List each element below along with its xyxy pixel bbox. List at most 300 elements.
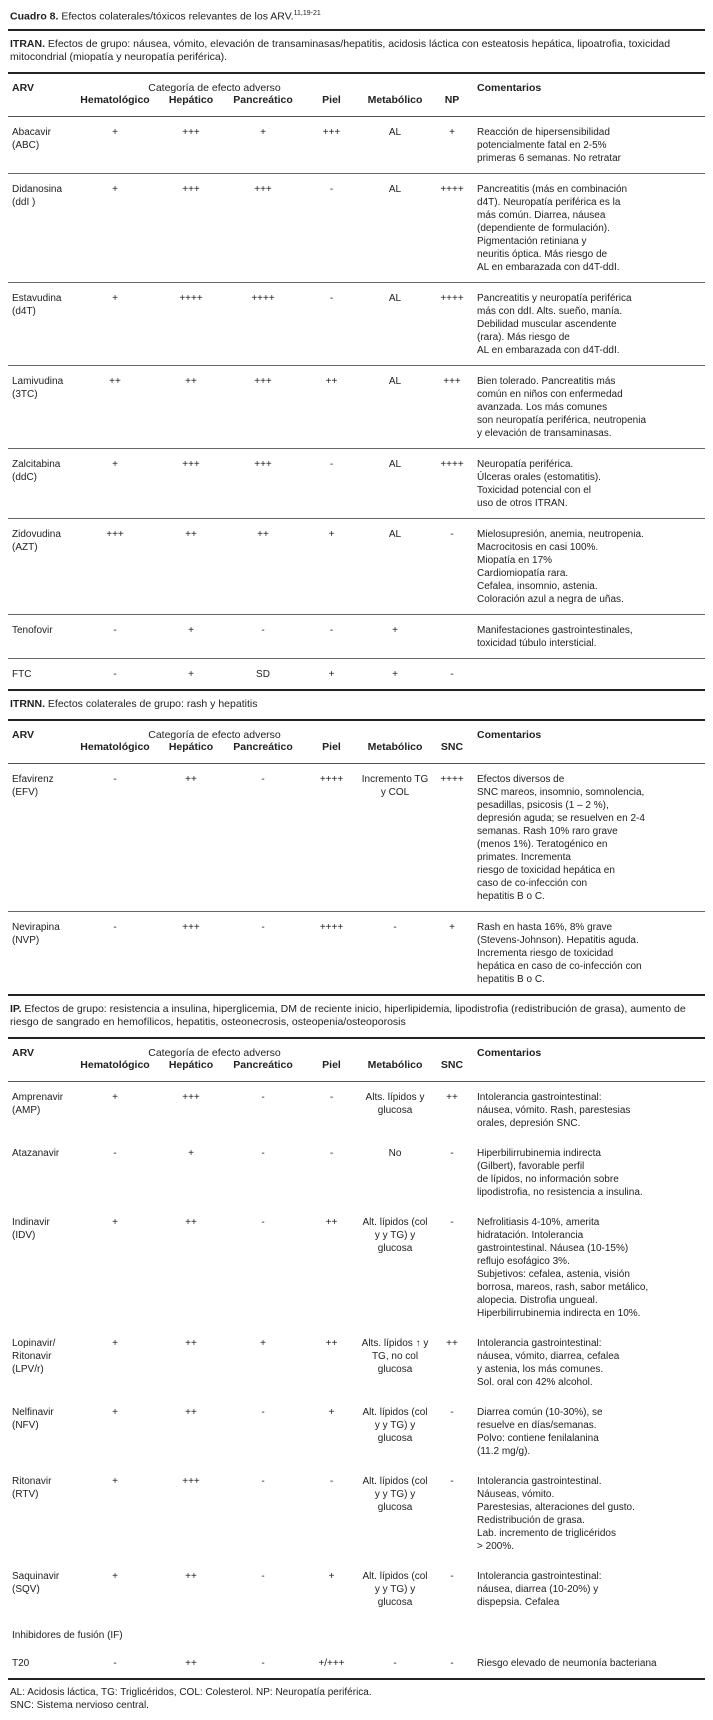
effect-value-hep: ++ bbox=[185, 1657, 197, 1669]
column-header-np: SNC bbox=[440, 1058, 464, 1071]
comment-line: AL en embarazada con d4T-ddI. bbox=[477, 261, 620, 273]
comment-line: Coloración azul a negra de uñas. bbox=[477, 593, 624, 605]
effect-value-piel: - bbox=[329, 1475, 334, 1487]
column-header-np: SNC bbox=[440, 740, 464, 753]
group-label: ITRAN. bbox=[10, 37, 45, 50]
effect-value-piel: ++ bbox=[325, 1337, 338, 1349]
footnote bbox=[8, 1680, 705, 1712]
comment-line: toxicidad túbulo intersticial. bbox=[477, 637, 597, 649]
effect-value-piel: - bbox=[329, 1147, 334, 1159]
effect-value-hep: ++++ bbox=[160, 282, 222, 365]
comment-line: Parestesias, alteraciones del gusto. bbox=[477, 1501, 635, 1513]
drug-name-cell bbox=[8, 911, 70, 994]
column-header-np: NP bbox=[444, 93, 460, 106]
column-header-met: Metabólico bbox=[367, 1058, 423, 1071]
effect-value-met: AL bbox=[388, 126, 402, 138]
effect-value-met: No bbox=[388, 1147, 402, 1159]
effect-value-np: ++ bbox=[446, 1337, 458, 1349]
adverse-effects-table bbox=[8, 721, 705, 994]
effect-value-hep: ++ bbox=[185, 773, 197, 785]
comment-line: Debilidad muscular ascendente bbox=[477, 318, 617, 330]
group-text: Efectos de grupo: náusea, vómito, elevación de transaminasas/hepatitis, acidosis láctica con esteatosis hepática, lipoatrofia, toxicidad mitocondrial (miopatía y neuropatía periférica). bbox=[10, 37, 671, 63]
comment-line: náusea, vómito, diarrea, cefalea bbox=[477, 1350, 620, 1362]
drug-name-cell bbox=[8, 1561, 70, 1617]
drug-name-line: (RTV) bbox=[12, 1488, 39, 1500]
comment-cell bbox=[473, 282, 705, 365]
comment-cell bbox=[473, 173, 705, 282]
drug-name-cell bbox=[8, 1328, 70, 1397]
comment-line: Toxicidad potencial con el bbox=[477, 484, 591, 496]
effect-value-hem: - bbox=[113, 1657, 117, 1669]
effect-value-met: Alt. lípidos (col y y TG) y glucosa bbox=[362, 1216, 428, 1254]
effect-value-hem: + bbox=[112, 1216, 118, 1228]
effect-value-hep: +++ bbox=[182, 126, 200, 138]
effect-value-piel: + bbox=[328, 1570, 335, 1582]
comment-line: hepática en caso de co-infección con bbox=[477, 960, 642, 972]
comment-line: SNC mareos, insomnio, somnolencia, bbox=[477, 786, 645, 798]
comment-line: Miopatía en 17% bbox=[477, 554, 553, 566]
drug-name-line: Estavudina bbox=[12, 292, 62, 304]
comment-line: náusea, diarrea (10-20%) y bbox=[477, 1583, 599, 1595]
comment-line: orales, depresión SNC. bbox=[477, 1117, 581, 1129]
drug-name-cell bbox=[8, 614, 70, 658]
effect-value-np bbox=[431, 614, 473, 658]
comment-line: Riesgo elevado de neumonía bacteriana bbox=[477, 1657, 657, 1669]
effect-value-hep: ++ bbox=[185, 1337, 197, 1349]
effect-value-pan: +++ bbox=[222, 365, 304, 448]
effect-value-hep: +++ bbox=[160, 173, 222, 282]
table-row bbox=[8, 282, 705, 365]
comment-line: náusea, vómito. Rash, parestesias bbox=[477, 1104, 631, 1116]
group-description bbox=[8, 691, 705, 719]
drug-name-line: (ABC) bbox=[12, 139, 40, 151]
subsection-row bbox=[8, 1617, 705, 1648]
effect-value-pan: - bbox=[261, 1147, 265, 1159]
comment-line: potencialmente fatal en 2-5% bbox=[477, 139, 607, 151]
comment-line: más común. Diarrea, náusea bbox=[477, 209, 606, 221]
drug-name-line: (NVP) bbox=[12, 934, 40, 946]
comment-line: lipodistrofia, no resistencia a insulina. bbox=[477, 1186, 643, 1198]
effect-value-hem: - bbox=[113, 1147, 117, 1159]
effect-value-pan: - bbox=[261, 1657, 265, 1669]
drug-name-line: Saquinavir bbox=[12, 1570, 60, 1582]
comment-line: resuelve en días/semanas. bbox=[477, 1419, 597, 1431]
comment-line: Hiperbilirrubinemia indirecta en 10%. bbox=[477, 1307, 641, 1319]
drug-name-line: (NFV) bbox=[12, 1419, 39, 1431]
effect-value-pan: +++ bbox=[222, 173, 304, 282]
comment-line: caso de co-infección con bbox=[477, 877, 588, 889]
effect-value-piel: +++ bbox=[322, 126, 341, 138]
drug-name-cell bbox=[8, 282, 70, 365]
effect-value-met: Alts. lípidos y glucosa bbox=[365, 1091, 425, 1116]
comment-cell bbox=[473, 117, 705, 174]
comment-line: (11.2 mg/g). bbox=[477, 1445, 531, 1457]
effect-value-hem: - bbox=[70, 614, 160, 658]
comment-line: Hiperbilirrubinemia indirecta bbox=[477, 1147, 601, 1159]
effect-value-hem: + bbox=[70, 448, 160, 518]
comment-line: Intolerancia gastrointestinal: bbox=[477, 1337, 602, 1349]
effect-value-hep: + bbox=[188, 1147, 194, 1159]
effect-value-piel: ++ bbox=[304, 365, 359, 448]
effect-value-met: - bbox=[393, 1657, 397, 1669]
drug-name-line: FTC bbox=[12, 668, 32, 680]
comment-line: más con ddI. Alts. sueño, manía. bbox=[477, 305, 623, 317]
comment-line: (Stevens-Johnson). Hepatitis aguda. bbox=[477, 934, 639, 946]
effect-value-hem: + bbox=[70, 173, 160, 282]
drug-name-cell bbox=[8, 1082, 70, 1138]
effect-value-pan: + bbox=[260, 126, 266, 138]
column-header-hep: Hepático bbox=[168, 740, 214, 753]
table-row bbox=[8, 1648, 705, 1678]
drug-name-line: (d4T) bbox=[12, 305, 36, 317]
effect-value-np: - bbox=[431, 518, 473, 614]
comment-line: depresión aguda; se resuelven en 2-4 bbox=[477, 812, 645, 824]
comment-line: Intolerancia gastrointestinal: bbox=[477, 1570, 602, 1582]
effect-value-hep: ++ bbox=[160, 518, 222, 614]
drug-name-line: (ddI ) bbox=[12, 196, 36, 208]
column-header-arv: ARV bbox=[12, 81, 34, 94]
comment-line: (Gilbert), favorable perfil bbox=[477, 1160, 585, 1172]
column-header-category: Categoría de efecto adverso bbox=[148, 81, 281, 94]
column-header-comments: Comentarios bbox=[477, 1046, 542, 1059]
effect-value-piel: + bbox=[304, 658, 359, 689]
drug-name-line: Atazanavir bbox=[12, 1147, 60, 1159]
drug-name-line: Zidovudina bbox=[12, 528, 61, 540]
drug-name-cell bbox=[8, 1466, 70, 1561]
comment-line: Pancreatitis y neuropatía periférica bbox=[477, 292, 632, 304]
table-row bbox=[8, 1466, 705, 1561]
group-description bbox=[8, 996, 705, 1037]
comment-cell bbox=[473, 1648, 705, 1678]
drug-name-cell bbox=[8, 1138, 70, 1207]
effect-value-hep: ++ bbox=[160, 365, 222, 448]
comment-line: Pancreatitis (más en combinación bbox=[477, 183, 628, 195]
table-row bbox=[8, 1328, 705, 1397]
effect-value-np: - bbox=[450, 1475, 454, 1487]
effect-value-met: - bbox=[359, 911, 431, 994]
column-header-arv: ARV bbox=[12, 1046, 34, 1059]
drug-name-line: Didanosina bbox=[12, 183, 63, 195]
effect-value-hep: + bbox=[160, 658, 222, 689]
effect-value-met: AL bbox=[359, 365, 431, 448]
group-label: IP. bbox=[10, 1002, 22, 1015]
effect-value-hep: +++ bbox=[160, 448, 222, 518]
effect-value-hep: ++ bbox=[185, 1216, 197, 1228]
comment-line: Lab. incremento de triglicéridos bbox=[477, 1527, 616, 1539]
comment-cell bbox=[473, 1328, 705, 1397]
drug-name-cell bbox=[8, 658, 70, 689]
effect-value-np: ++++ bbox=[440, 773, 464, 785]
column-header-comments: Comentarios bbox=[477, 81, 542, 94]
column-header-comments: Comentarios bbox=[477, 728, 542, 741]
table-row bbox=[8, 764, 705, 912]
footnote-line: SNC: Sistema nervioso central. bbox=[10, 1699, 149, 1711]
comment-cell bbox=[473, 1561, 705, 1617]
effect-value-piel: - bbox=[304, 614, 359, 658]
column-header-category: Categoría de efecto adverso bbox=[148, 728, 281, 741]
caption-refs: 11,19-21 bbox=[293, 10, 321, 17]
comment-line: Intolerancia gastrointestinal: bbox=[477, 1091, 602, 1103]
sections-container bbox=[8, 31, 705, 1678]
comment-line: Diarrea común (10-30%), se bbox=[477, 1406, 603, 1418]
comment-line: primeras 6 semanas. No retratar bbox=[477, 152, 621, 164]
effect-value-np: - bbox=[450, 1216, 454, 1228]
comment-line: Sol. oral con 42% alcohol. bbox=[477, 1376, 593, 1388]
comment-line: (rara). Más riesgo de bbox=[477, 331, 570, 343]
effect-value-hem: ++ bbox=[70, 365, 160, 448]
comment-line: y elevación de transaminasas. bbox=[477, 427, 612, 439]
table-row bbox=[8, 1397, 705, 1466]
effect-value-np: - bbox=[450, 1147, 454, 1159]
comment-line: Pigmentación retiniana y bbox=[477, 235, 587, 247]
column-header-hem: Hematológico bbox=[80, 740, 150, 753]
drug-name-cell bbox=[8, 1207, 70, 1328]
effect-value-met: + bbox=[359, 614, 431, 658]
effect-value-np: ++++ bbox=[431, 448, 473, 518]
effect-value-met: + bbox=[359, 658, 431, 689]
comment-line: Cefalea, insomnio, astenia. bbox=[477, 580, 598, 592]
effect-value-hem: - bbox=[113, 773, 117, 785]
subsection-label: Inhibidores de fusión (IF) bbox=[12, 1629, 123, 1641]
comment-line: y astenia, los más comunes. bbox=[477, 1363, 604, 1375]
column-header-met: Metabólico bbox=[367, 93, 423, 106]
effect-value-hem: + bbox=[112, 1091, 118, 1103]
drug-name-line: (SQV) bbox=[12, 1583, 40, 1595]
comment-cell bbox=[473, 1466, 705, 1561]
effect-value-hem: + bbox=[112, 1475, 118, 1487]
effect-value-piel: + bbox=[328, 1406, 335, 1418]
comment-line: Redistribución de grasa. bbox=[477, 1514, 585, 1526]
effect-value-piel: ++++ bbox=[304, 911, 359, 994]
drug-name-line: Efavirenz bbox=[12, 773, 54, 785]
effect-value-piel: ++ bbox=[325, 1216, 338, 1228]
comment-line: pesadillas, psicosis (1 – 2 %), bbox=[477, 799, 609, 811]
effect-value-hep: +++ bbox=[182, 1475, 200, 1487]
group-label: ITRNN. bbox=[10, 697, 45, 710]
effect-value-pan: - bbox=[222, 614, 304, 658]
column-header-pan: Pancreático bbox=[233, 740, 293, 753]
table-row bbox=[8, 614, 705, 658]
column-header-hem: Hematológico bbox=[80, 1058, 150, 1071]
drug-name-line: Zalcitabina bbox=[12, 458, 61, 470]
group-text: Efectos colaterales de grupo: rash y hepatitis bbox=[45, 697, 258, 710]
comment-cell bbox=[473, 1207, 705, 1328]
drug-name-line: (3TC) bbox=[12, 388, 38, 400]
effect-value-piel: ++++ bbox=[319, 773, 344, 785]
footnote-line: AL: Acidosis láctica, TG: Triglicéridos, COL: Colesterol. NP: Neuropatía periférica. bbox=[10, 1686, 372, 1698]
comment-cell bbox=[473, 1138, 705, 1207]
effect-value-piel: - bbox=[304, 173, 359, 282]
comment-line: (menos 1%). Teratogénico en bbox=[477, 838, 608, 850]
comment-cell bbox=[473, 448, 705, 518]
drug-name-line: (IDV) bbox=[12, 1229, 36, 1241]
comment-cell bbox=[473, 614, 705, 658]
comment-line: Rash en hasta 16%, 8% grave bbox=[477, 921, 613, 933]
drug-name-line: Lopinavir/ bbox=[12, 1337, 56, 1349]
comment-line: hepatitis B o C. bbox=[477, 973, 545, 985]
comment-line: alopecia. Distrofia ungueal. bbox=[477, 1294, 598, 1306]
column-header-met: Metabólico bbox=[367, 740, 423, 753]
drug-name-line: Lamivudina bbox=[12, 375, 64, 387]
effect-value-hep: ++ bbox=[185, 1570, 197, 1582]
effect-value-np: - bbox=[450, 1570, 454, 1582]
comment-line: Efectos diversos de bbox=[477, 773, 565, 785]
comment-line: Cardiomiopatía rara. bbox=[477, 567, 569, 579]
effect-value-hep: ++ bbox=[185, 1406, 197, 1418]
effect-value-hem: - bbox=[70, 658, 160, 689]
effect-value-hem: +++ bbox=[70, 518, 160, 614]
caption-text: Efectos colaterales/tóxicos relevantes de los ARV. bbox=[58, 10, 294, 23]
table-row bbox=[8, 1207, 705, 1328]
effect-value-pan: ++++ bbox=[222, 282, 304, 365]
table-row bbox=[8, 1561, 705, 1617]
table-row bbox=[8, 658, 705, 689]
comment-line: Incrementa riesgo de toxicidad bbox=[477, 947, 614, 959]
table-row bbox=[8, 911, 705, 994]
table-row bbox=[8, 518, 705, 614]
comment-line: Reacción de hipersensibilidad bbox=[477, 126, 610, 138]
comment-cell bbox=[473, 518, 705, 614]
effect-value-piel: +/+++ bbox=[318, 1657, 345, 1669]
effect-value-hep: +++ bbox=[182, 1091, 200, 1103]
comment-line: riesgo de toxicidad hepática en bbox=[477, 864, 615, 876]
effect-value-np: ++++ bbox=[431, 282, 473, 365]
comment-line: Neuropatía periférica. bbox=[477, 458, 574, 470]
comment-line: semanas. Rash 10% raro grave bbox=[477, 825, 618, 837]
drug-name-cell bbox=[8, 1397, 70, 1466]
comment-line: Mielosupresión, anemia, neutropenia. bbox=[477, 528, 644, 540]
comment-cell bbox=[473, 1397, 705, 1466]
comment-line: reflujo esofágico 3%. bbox=[477, 1255, 570, 1267]
drug-name-line: Ritonavir bbox=[12, 1350, 52, 1362]
effect-value-np: - bbox=[450, 1657, 454, 1669]
effect-value-met: Alt. lípidos (col y y TG) y glucosa bbox=[362, 1570, 428, 1608]
caption-label: Cuadro 8. bbox=[10, 10, 59, 23]
comment-cell bbox=[473, 1082, 705, 1138]
effect-value-pan: - bbox=[261, 1091, 265, 1103]
effect-value-hem: + bbox=[112, 126, 118, 138]
drug-name-cell bbox=[8, 448, 70, 518]
comment-line: Macrocitosis en casi 100%. bbox=[477, 541, 599, 553]
effect-value-pan: ++ bbox=[222, 518, 304, 614]
column-header-hep: Hepático bbox=[168, 1058, 214, 1071]
column-header-piel: Piel bbox=[322, 93, 341, 106]
comment-cell bbox=[473, 365, 705, 448]
comment-line: Subjetivos: cefalea, astenia, visión bbox=[477, 1268, 630, 1280]
effect-value-pan: - bbox=[261, 1406, 265, 1418]
effect-value-piel: - bbox=[304, 282, 359, 365]
effect-value-hem: + bbox=[112, 1406, 118, 1418]
column-header-piel: Piel bbox=[322, 1058, 341, 1071]
effect-value-met: Alt. lípidos (col y y TG) y glucosa bbox=[362, 1475, 428, 1513]
table-row bbox=[8, 1082, 705, 1138]
comment-line: común en niños con enfermedad bbox=[477, 388, 623, 400]
comment-line: d4T). Neuropatía periférica es la bbox=[477, 196, 621, 208]
drug-name-line: Tenofovir bbox=[12, 624, 53, 636]
drug-name-line: T20 bbox=[12, 1657, 30, 1669]
effect-value-piel: + bbox=[304, 518, 359, 614]
effect-value-np: - bbox=[431, 658, 473, 689]
comment-line: Bien tolerado. Pancreatitis más bbox=[477, 375, 616, 387]
effect-value-np: +++ bbox=[431, 365, 473, 448]
comment-line: AL en embarazada con d4T-ddI. bbox=[477, 344, 620, 356]
drug-name-line: (AZT) bbox=[12, 541, 38, 553]
comment-line: son neuropatía periférica, neutropenia bbox=[477, 414, 647, 426]
comment-line: de lípidos, no información sobre bbox=[477, 1173, 619, 1185]
effect-value-met: AL bbox=[359, 282, 431, 365]
effect-value-piel: - bbox=[329, 1091, 334, 1103]
column-header-pan: Pancreático bbox=[233, 1058, 293, 1071]
comment-line: hepatitis B o C. bbox=[477, 890, 545, 902]
comment-line: Intolerancia gastrointestinal. bbox=[477, 1475, 602, 1487]
comment-line: > 200%. bbox=[477, 1540, 514, 1552]
effect-value-pan: - bbox=[261, 1216, 265, 1228]
effect-value-np: ++++ bbox=[431, 173, 473, 282]
table-row bbox=[8, 448, 705, 518]
table-caption bbox=[8, 6, 705, 29]
column-header-arv: ARV bbox=[12, 728, 34, 741]
effect-value-np: + bbox=[431, 911, 473, 994]
effect-value-met: AL bbox=[359, 173, 431, 282]
adverse-effects-table bbox=[8, 1039, 705, 1678]
drug-name-line: (LPV/r) bbox=[12, 1363, 44, 1375]
effect-value-met: Alts. lípidos ↑ y TG, no col glucosa bbox=[361, 1337, 429, 1375]
adverse-effects-table bbox=[8, 74, 705, 689]
effect-value-hem: - bbox=[70, 911, 160, 994]
comment-cell bbox=[473, 658, 705, 689]
effect-value-pan: SD bbox=[222, 658, 304, 689]
comment-line: borrosa, mareos, rash, sabor metálico, bbox=[477, 1281, 649, 1293]
table-row bbox=[8, 365, 705, 448]
comment-cell bbox=[473, 911, 705, 994]
effect-value-pan: - bbox=[261, 773, 265, 785]
effect-value-pan: +++ bbox=[222, 448, 304, 518]
drug-name-line: (AMP) bbox=[12, 1104, 41, 1116]
comment-line: avanzada. Los más comunes bbox=[477, 401, 608, 413]
comment-line: Nefrolitiasis 4-10%, amerita bbox=[477, 1216, 600, 1228]
drug-name-line: Amprenavir bbox=[12, 1091, 64, 1103]
effect-value-np: - bbox=[450, 1406, 454, 1418]
effect-value-hep: +++ bbox=[160, 911, 222, 994]
comment-line: (dependiente de formulación). bbox=[477, 222, 610, 234]
effect-value-np: + bbox=[449, 126, 455, 138]
drug-name-cell bbox=[8, 764, 70, 912]
drug-name-line: Abacavir bbox=[12, 126, 51, 138]
comment-cell bbox=[473, 764, 705, 912]
effect-value-pan: - bbox=[222, 911, 304, 994]
drug-name-cell bbox=[8, 117, 70, 174]
drug-name-line: (ddC) bbox=[12, 471, 38, 483]
column-header-category: Categoría de efecto adverso bbox=[148, 1046, 281, 1059]
column-header-hep: Hepático bbox=[168, 93, 214, 106]
comment-line: gastrointestinal. Náusea (10-15%) bbox=[477, 1242, 629, 1254]
effect-value-piel: - bbox=[304, 448, 359, 518]
effect-value-pan: - bbox=[261, 1475, 265, 1487]
drug-name-cell bbox=[8, 365, 70, 448]
comment-line: hidratación. Intolerancia bbox=[477, 1229, 584, 1241]
effect-value-hem: + bbox=[112, 1337, 118, 1349]
effect-value-pan: + bbox=[260, 1337, 266, 1349]
drug-name-cell bbox=[8, 1648, 70, 1678]
effect-value-met: AL bbox=[359, 448, 431, 518]
drug-name-line: Nevirapina bbox=[12, 921, 60, 933]
drug-name-line: (EFV) bbox=[12, 786, 39, 798]
drug-name-cell bbox=[8, 518, 70, 614]
drug-name-line: Ritonavir bbox=[12, 1475, 52, 1487]
comment-line: Manifestaciones gastrointestinales, bbox=[477, 624, 633, 636]
effect-value-met: Incremento TG y COL bbox=[361, 773, 429, 798]
column-header-pan: Pancreático bbox=[233, 93, 293, 106]
